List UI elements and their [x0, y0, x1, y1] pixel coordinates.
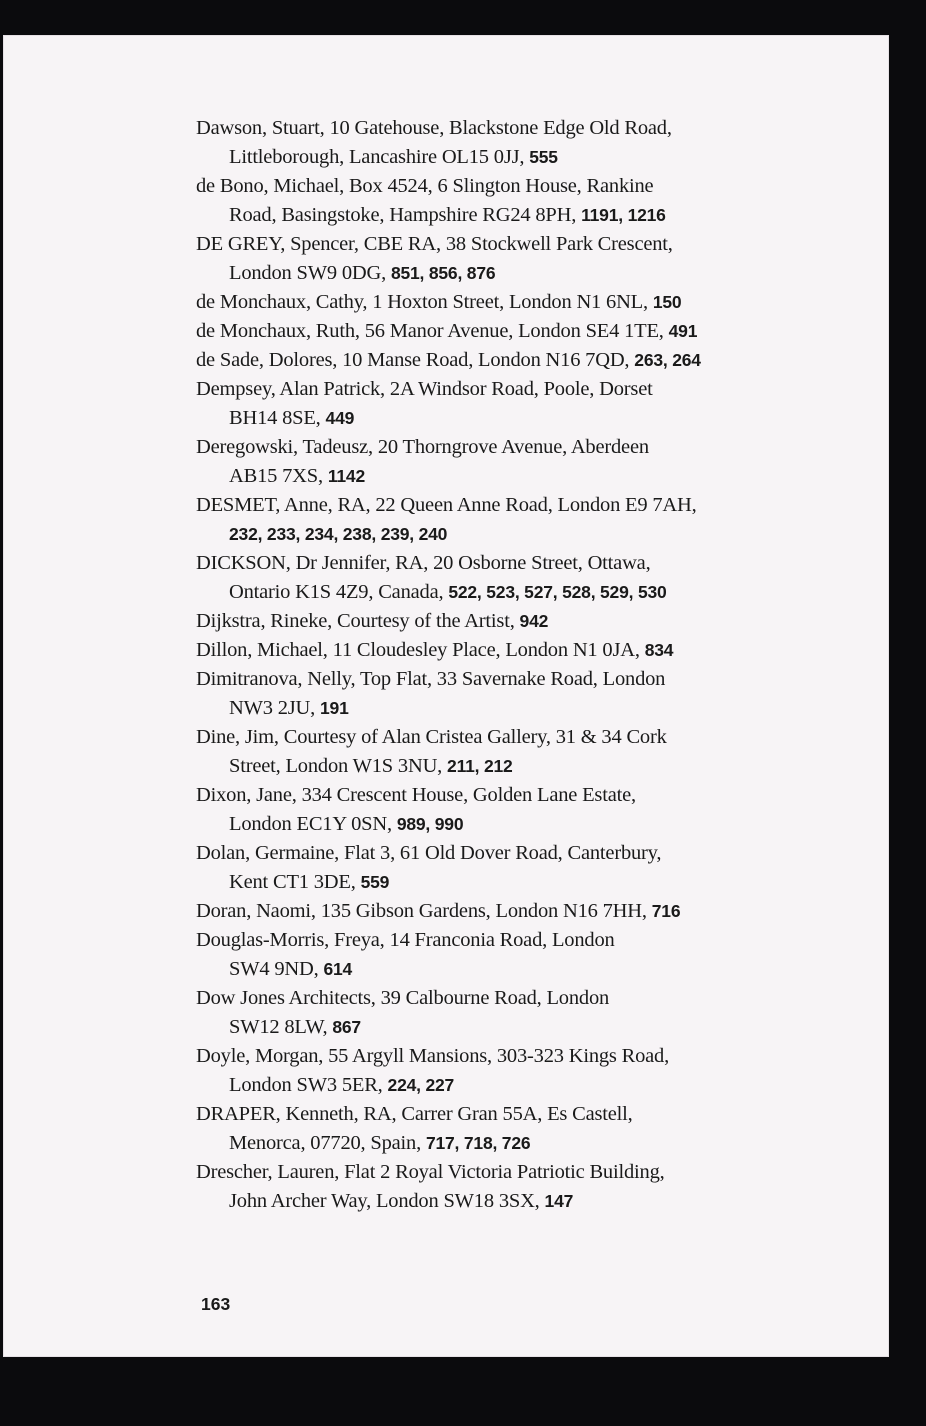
entry-page-refs: 147: [544, 1191, 574, 1211]
index-entries: [196, 114, 816, 1216]
entry-page-refs: 191: [320, 698, 349, 718]
entry-first-line: [196, 433, 816, 462]
index-entry: [196, 549, 816, 607]
index-entry: [196, 984, 816, 1042]
entry-text: DE GREY, Spencer, CBE RA, 38 Stockwell Park Crescent,: [196, 233, 673, 255]
entry-page-refs: 716: [651, 901, 681, 921]
entry-text: Ontario K1S 4Z9, Canada,: [229, 581, 449, 603]
entry-first-line: [196, 172, 816, 201]
entry-first-line: [196, 375, 816, 404]
entry-text: BH14 8SE,: [229, 407, 326, 429]
entry-first-line: [196, 636, 816, 665]
entry-text: Dolan, Germaine, Flat 3, 61 Old Dover Road, Canterbury,: [196, 842, 662, 864]
entry-text: Drescher, Lauren, Flat 2 Royal Victoria Patriotic Building,: [196, 1161, 665, 1183]
entry-continuation-line: [196, 868, 816, 897]
entry-first-line: [196, 723, 816, 752]
entry-text: Douglas-Morris, Freya, 14 Franconia Road, London: [196, 929, 615, 951]
entry-text: London SW9 0DG,: [229, 262, 391, 284]
entry-text: Dempsey, Alan Patrick, 2A Windsor Road, Poole, Dorset: [196, 378, 653, 400]
entry-first-line: [196, 839, 816, 868]
index-entry: [196, 1100, 816, 1158]
entry-text: de Monchaux, Ruth, 56 Manor Avenue, London SE4 1TE,: [196, 320, 669, 342]
entry-text: DRAPER, Kenneth, RA, Carrer Gran 55A, Es Castell,: [196, 1103, 633, 1125]
entry-text: DICKSON, Dr Jennifer, RA, 20 Osborne Street, Ottawa,: [196, 552, 651, 574]
entry-continuation-line: [196, 1071, 816, 1100]
entry-continuation-line: [196, 520, 816, 549]
index-entry: [196, 433, 816, 491]
entry-text: Dow Jones Architects, 39 Calbourne Road, London: [196, 987, 610, 1009]
entry-continuation-line: [196, 1187, 816, 1216]
entry-text: Deregowski, Tadeusz, 20 Thorngrove Avenue, Aberdeen: [196, 436, 649, 458]
entry-first-line: [196, 781, 816, 810]
entry-continuation-line: [196, 462, 816, 491]
entry-text: Dijkstra, Rineke, Courtesy of the Artist,: [196, 610, 520, 632]
entry-text: Street, London W1S 3NU,: [229, 755, 448, 777]
entry-text: AB15 7XS,: [229, 465, 328, 487]
entry-first-line: [196, 317, 816, 346]
entry-page-refs: 491: [668, 321, 698, 341]
entry-text: Dimitranova, Nelly, Top Flat, 33 Savernake Road, London: [196, 668, 666, 690]
entry-text: London EC1Y 0SN,: [229, 813, 397, 835]
entry-page-refs: 263, 264: [634, 350, 701, 370]
entry-text: DESMET, Anne, RA, 22 Queen Anne Road, London E9 7AH,: [196, 494, 697, 516]
entry-text: Kent CT1 3DE,: [229, 871, 361, 893]
index-entry: [196, 607, 816, 636]
entry-page-refs: 224, 227: [387, 1075, 455, 1095]
entry-text: NW3 2JU,: [229, 697, 321, 719]
entry-page-refs: 851, 856, 876: [390, 263, 496, 283]
entry-text: Road, Basingstoke, Hampshire RG24 8PH,: [229, 204, 582, 226]
entry-continuation-line: [196, 752, 816, 781]
entry-text: de Bono, Michael, Box 4524, 6 Slington House, Rankine: [196, 175, 654, 197]
index-entry: [196, 230, 816, 288]
entry-continuation-line: [196, 259, 816, 288]
entry-text: Dillon, Michael, 11 Cloudesley Place, London N1 0JA,: [196, 639, 645, 661]
page-number: 163: [201, 1294, 231, 1314]
index-entry: [196, 723, 816, 781]
entry-continuation-line: [196, 578, 816, 607]
entry-page-refs: 150: [652, 292, 682, 312]
entry-text: SW4 9ND,: [229, 958, 324, 980]
entry-first-line: [196, 549, 816, 578]
entry-first-line: [196, 1158, 816, 1187]
index-entry: [196, 926, 816, 984]
index-entry: [196, 839, 816, 897]
index-entry: [196, 114, 816, 172]
index-entry: [196, 781, 816, 839]
entry-page-refs: 1142: [327, 466, 365, 486]
index-entry: [196, 897, 816, 926]
entry-continuation-line: [196, 1129, 816, 1158]
entry-text: de Monchaux, Cathy, 1 Hoxton Street, London N1 6NL,: [196, 291, 653, 313]
entry-page-refs: 555: [529, 147, 558, 167]
entry-text: Dixon, Jane, 334 Crescent House, Golden Lane Estate,: [196, 784, 636, 806]
entry-text: Dawson, Stuart, 10 Gatehouse, Blackstone Edge Old Road,: [196, 117, 672, 139]
entry-text: Menorca, 07720, Spain,: [229, 1132, 426, 1154]
entry-first-line: [196, 897, 816, 926]
entry-text: SW12 8LW,: [229, 1016, 333, 1038]
entry-first-line: [196, 114, 816, 143]
index-entry: [196, 346, 816, 375]
entry-text: Littleborough, Lancashire OL15 0JJ,: [229, 146, 530, 168]
entry-page-refs: 1191, 1216: [581, 205, 666, 225]
entry-page-refs: 867: [332, 1017, 361, 1037]
entry-first-line: [196, 984, 816, 1013]
index-entry: [196, 172, 816, 230]
entry-continuation-line: [196, 810, 816, 839]
entry-page-refs: 211, 212: [447, 756, 513, 776]
entry-text: London SW3 5ER,: [229, 1074, 388, 1096]
entry-continuation-line: [196, 955, 816, 984]
entry-continuation-line: [196, 143, 816, 172]
entry-page-refs: 449: [325, 408, 355, 428]
entry-page-refs: 989, 990: [396, 814, 464, 834]
entry-first-line: [196, 230, 816, 259]
index-entry: [196, 636, 816, 665]
index-entry: [196, 375, 816, 433]
entry-continuation-line: [196, 404, 816, 433]
index-entry: [196, 1158, 816, 1216]
entry-first-line: [196, 607, 816, 636]
entry-first-line: [196, 288, 816, 317]
book-page: [4, 36, 888, 1356]
entry-text: Doran, Naomi, 135 Gibson Gardens, London N16 7HH,: [196, 900, 652, 922]
entry-continuation-line: [196, 201, 816, 230]
entry-text: John Archer Way, London SW18 3SX,: [229, 1190, 545, 1212]
entry-page-refs: 559: [360, 872, 390, 892]
entry-first-line: [196, 1042, 816, 1071]
entry-text: Doyle, Morgan, 55 Argyll Mansions, 303-323 Kings Road,: [196, 1045, 670, 1067]
entry-first-line: [196, 665, 816, 694]
entry-page-refs: 717, 718, 726: [425, 1133, 531, 1153]
entry-first-line: [196, 1100, 816, 1129]
entry-continuation-line: [196, 694, 816, 723]
index-entry: [196, 491, 816, 549]
entry-page-refs: 614: [323, 959, 353, 979]
entry-text: Dine, Jim, Courtesy of Alan Cristea Gallery, 31 & 34 Cork: [196, 726, 667, 748]
entry-page-refs: 942: [519, 611, 549, 631]
index-entry: [196, 317, 816, 346]
entry-first-line: [196, 491, 816, 520]
entry-first-line: [196, 346, 816, 375]
entry-first-line: [196, 926, 816, 955]
entry-page-refs: 232, 233, 234, 238, 239, 240: [229, 524, 448, 544]
index-entry: [196, 288, 816, 317]
index-entry: [196, 1042, 816, 1100]
index-entry: [196, 665, 816, 723]
entry-page-refs: 834: [644, 640, 674, 660]
entry-continuation-line: [196, 1013, 816, 1042]
entry-page-refs: 522, 523, 527, 528, 529, 530: [448, 582, 667, 602]
entry-text: de Sade, Dolores, 10 Manse Road, London N16 7QD,: [196, 349, 635, 371]
